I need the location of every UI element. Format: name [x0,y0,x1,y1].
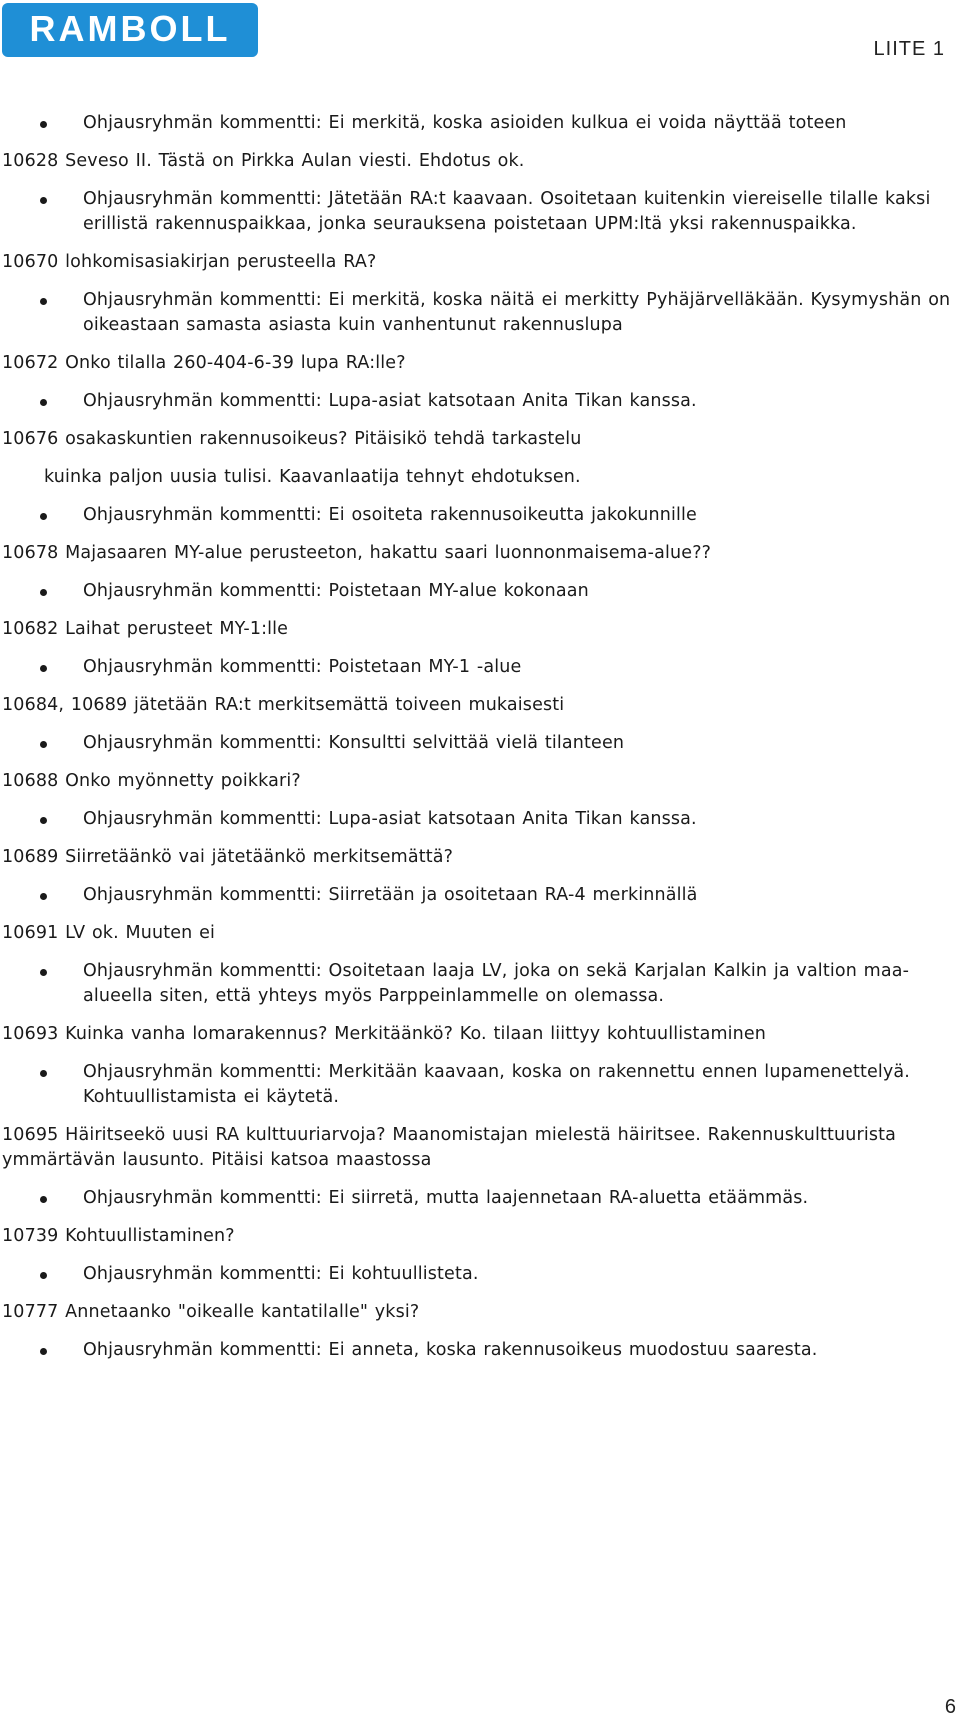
bullet-text: Ohjausryhmän kommentti: Ei siirretä, mutta laajennetaan RA-aluetta etäämmäs. [83,1188,809,1208]
bullet-item [0,883,958,908]
bullet-text: Ohjausryhmän kommentti: Poistetaan MY-alue kokonaan [83,581,589,601]
paragraph: 10682 Laihat perusteet MY-1:lle [2,619,289,639]
bullet-item [0,655,958,680]
bullet-item [0,1262,958,1287]
bullet-item [0,731,958,756]
bullet-text: Ohjausryhmän kommentti: Konsultti selvittää vielä tilanteen [83,733,625,753]
bullet-icon [40,1196,47,1203]
paragraph: 10684, 10689 jätetään RA:t merkitsemättä toiveen mukaisesti [2,695,565,715]
bullet-text: Ohjausryhmän kommentti: Merkitään kaavaan, koska on rakennettu ennen lupamenettelyä. Kohtuullistamista ei käytetä. [83,1062,911,1107]
ramboll-logo [2,3,258,57]
paragraph: 10672 Onko tilalla 260-404-6-39 lupa RA:lle? [2,353,406,373]
logo-text: RAMBOLL [29,8,231,49]
bullet-icon [40,1348,47,1355]
bullet-text: Ohjausryhmän kommentti: Osoitetaan laaja LV, joka on sekä Karjalan Kalkin ja valtion maa-alueella siten, että yhteys myös Parppeinlammelle on olemassa. [83,961,910,1006]
paragraph: 10628 Seveso II. Tästä on Pirkka Aulan viesti. Ehdotus ok. [2,151,525,171]
bullet-icon [40,1070,47,1077]
bullet-text: Ohjausryhmän kommentti: Jätetään RA:t kaavaan. Osoitetaan kuitenkin viereiselle tilalle kaksi erillistä rakennuspaikkaa, jonka seurauksena poistetaan UPM:ltä yksi rakennuspaikka. [83,189,931,234]
bullet-text: Ohjausryhmän kommentti: Lupa-asiat katsotaan Anita Tikan kanssa. [83,391,697,411]
bullet-item [0,1338,958,1363]
paragraph: 10689 Siirretäänkö vai jätetäänkö merkitsemättä? [2,847,454,867]
bullet-item [0,1186,958,1211]
bullet-text: Ohjausryhmän kommentti: Ei merkitä, koska näitä ei merkitty Pyhäjärvelläkään. Kysymyshän on oikeastaan samasta asiasta kuin vanhentunut rakennuslupa [83,290,951,335]
bullet-text: Ohjausryhmän kommentti: Ei anneta, koska rakennusoikeus muodostuu saaresta. [83,1340,818,1360]
bullet-item [0,579,958,604]
paragraph: 10695 Häiritseekö uusi RA kulttuuriarvoja? Maanomistajan mielestä häiritsee. Rakennuskulttuurista ymmärtävän lausunto. Pitäisi katsoa maastossa [2,1125,897,1170]
document-body [0,111,958,1376]
bullet-item [0,187,958,237]
bullet-icon [40,817,47,824]
bullet-item [0,1060,958,1110]
paragraph: 10693 Kuinka vanha lomarakennus? Merkitäänkö? Ko. tilaan liittyy kohtuullistaminen [2,1024,767,1044]
bullet-text: Ohjausryhmän kommentti: Ei osoiteta rakennusoikeutta jakokunnille [83,505,697,525]
bullet-icon [40,665,47,672]
bullet-item [0,503,958,528]
paragraph: 10670 lohkomisasiakirjan perusteella RA? [2,252,377,272]
bullet-icon [40,969,47,976]
bullet-item [0,389,958,414]
bullet-item [0,807,958,832]
attachment-label: LIITE 1 [873,38,945,60]
bullet-text: Ohjausryhmän kommentti: Ei kohtuullisteta. [83,1264,479,1284]
bullet-icon [40,1272,47,1279]
page-number: 6 [944,1696,956,1718]
paragraph: 10691 LV ok. Muuten ei [2,923,216,943]
paragraph: 10678 Majasaaren MY-alue perusteeton, hakattu saari luonnonmaisema-alue?? [2,543,712,563]
paragraph: 10739 Kohtuullistaminen? [2,1226,235,1246]
paragraph: 10777 Annetaanko "oikealle kantatilalle" yksi? [2,1302,420,1322]
bullet-text: Ohjausryhmän kommentti: Lupa-asiat katsotaan Anita Tikan kanssa. [83,809,697,829]
bullet-item [0,288,958,338]
bullet-item [0,959,958,1009]
paragraph: kuinka paljon uusia tulisi. Kaavanlaatija tehnyt ehdotuksen. [44,467,581,487]
bullet-icon [40,893,47,900]
bullet-icon [40,741,47,748]
bullet-icon [40,589,47,596]
paragraph: 10688 Onko myönnetty poikkari? [2,771,301,791]
bullet-icon [40,298,47,305]
bullet-icon [40,197,47,204]
bullet-icon [40,121,47,128]
bullet-text: Ohjausryhmän kommentti: Poistetaan MY-1 -alue [83,657,522,677]
bullet-icon [40,513,47,520]
bullet-text: Ohjausryhmän kommentti: Ei merkitä, koska asioiden kulkua ei voida näyttää toteen [83,113,847,133]
bullet-item [0,111,958,136]
bullet-text: Ohjausryhmän kommentti: Siirretään ja osoitetaan RA-4 merkinnällä [83,885,698,905]
bullet-icon [40,399,47,406]
paragraph: 10676 osakaskuntien rakennusoikeus? Pitäisikö tehdä tarkastelu [2,429,582,449]
